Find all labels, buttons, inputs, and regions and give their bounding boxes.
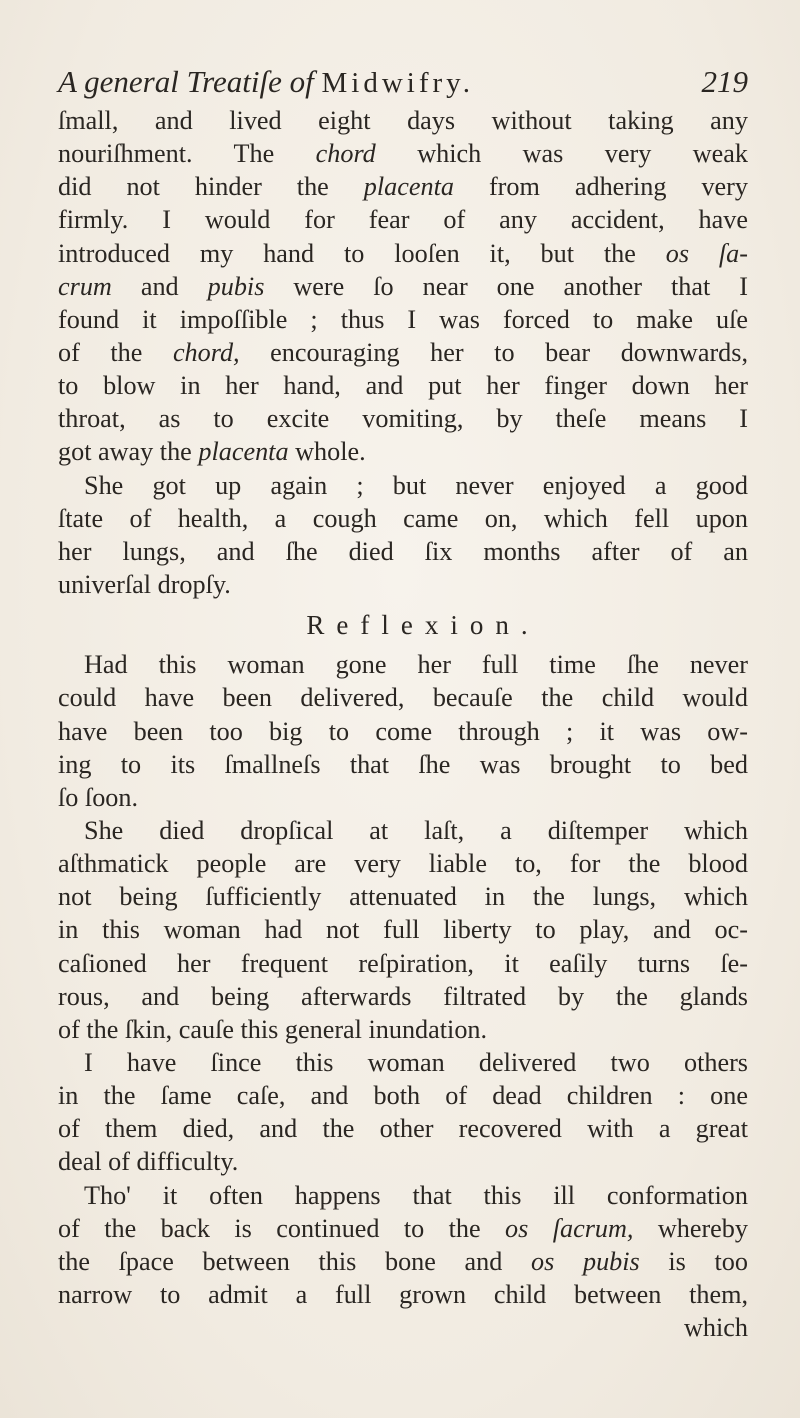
text-segment: narrow to admit a full grown child between them,: [58, 1279, 748, 1309]
text-segment: did not hinder the: [58, 172, 364, 202]
text-segment: which: [684, 1313, 748, 1343]
text-segment: whole.: [288, 437, 366, 467]
text-segment: the ſpace between this bone and: [58, 1246, 532, 1276]
text-segment: of the back is continued to the: [58, 1213, 506, 1243]
italic-term: os pubis: [531, 1246, 640, 1276]
text-line: [58, 715, 748, 748]
text-line: [58, 237, 748, 270]
text-line: [58, 303, 748, 336]
text-segment: aſthmatick people are very liable to, for the blood: [58, 849, 748, 879]
text-segment: Had this woman gone her full time ſhe never: [84, 650, 748, 680]
italic-term: os ſacrum,: [505, 1213, 634, 1243]
text-line: [58, 814, 748, 847]
text-line: [58, 847, 748, 880]
text-line: [58, 435, 748, 468]
text-segment: which was very weak: [375, 139, 748, 169]
text-line: [58, 568, 748, 601]
text-line: [58, 1245, 748, 1278]
text-line: [58, 104, 748, 137]
text-line: [58, 681, 748, 714]
text-line: [58, 137, 748, 170]
text-segment: her lungs, and ſhe died ſix months after of an: [58, 536, 748, 566]
text-segment: nouriſhment. The: [58, 139, 316, 169]
text-segment: throat, as to excite vomiting, by theſe means I: [58, 404, 748, 434]
text-segment: of the: [58, 337, 173, 367]
text-line: [58, 402, 748, 435]
text-line: [58, 947, 748, 980]
running-header: [58, 62, 748, 103]
text-segment: encouraging her to bear downwards,: [239, 337, 748, 367]
italic-term: crum: [58, 271, 112, 301]
running-title: A general Treatiſe of: [58, 64, 322, 99]
section-heading: [58, 609, 748, 642]
text-line: [58, 336, 748, 369]
text-line: [58, 748, 748, 781]
text-line: [58, 1212, 748, 1245]
text-segment: deal of difficulty.: [58, 1147, 239, 1177]
text-segment: ſo ſoon.: [58, 782, 139, 812]
italic-term: placenta: [198, 437, 289, 467]
text-line: [58, 270, 748, 303]
text-line: [58, 1013, 748, 1046]
text-segment: Tho' it often happens that this ill conformation: [84, 1180, 748, 1210]
text-segment: ſtate of health, a cough came on, which fell upon: [58, 503, 748, 533]
text-line: [58, 781, 748, 814]
text-line: [58, 1145, 748, 1178]
text-segment: She got up again ; but never enjoyed a good: [84, 470, 748, 500]
text-segment: She died dropſical at laſt, a diſtemper which: [84, 815, 748, 845]
text-line: [58, 369, 748, 402]
italic-term: chord,: [172, 337, 240, 367]
text-segment: from adhering very: [453, 172, 748, 202]
text-line: [58, 1179, 748, 1212]
text-segment: got away the: [58, 437, 199, 467]
text-segment: in the ſame caſe, and both of dead children : one: [58, 1081, 748, 1111]
text-segment: and: [111, 271, 208, 301]
page-number: 219: [701, 64, 748, 99]
italic-term: pubis: [207, 271, 265, 301]
italic-term: os ſa-: [665, 238, 748, 268]
text-line: [58, 1079, 748, 1112]
text-segment: in this woman had not full liberty to play, and oc-: [58, 915, 748, 945]
text-segment: introduced my hand to looſen it, but the: [58, 238, 666, 268]
text-segment: ing to its ſmallneſs that ſhe was brought to bed: [58, 749, 748, 779]
text-line: [58, 469, 748, 502]
text-segment: of them died, and the other recovered with a great: [58, 1114, 748, 1144]
text-line: [58, 1278, 748, 1311]
running-title-smallcaps: Midwifry.: [321, 67, 475, 99]
text-line: [58, 170, 748, 203]
text-segment: whereby: [633, 1213, 748, 1243]
text-segment: could have been delivered, becauſe the child would: [58, 683, 748, 713]
body-text: [58, 104, 748, 1344]
text-line: [58, 502, 748, 535]
text-segment: of the ſkin, cauſe this general inundation.: [58, 1014, 488, 1044]
text-line: [58, 913, 748, 946]
text-segment: to blow in her hand, and put her finger down her: [58, 371, 748, 401]
text-segment: firmly. I would for fear of any accident, have: [58, 205, 748, 235]
text-segment: univerſal dropſy.: [58, 569, 231, 599]
text-line: [58, 1046, 748, 1079]
text-segment: I have ſince this woman delivered two others: [84, 1047, 748, 1077]
text-segment: not being ſufficiently attenuated in the lungs, which: [58, 882, 748, 912]
text-segment: ſmall, and lived eight days without taking any: [58, 106, 748, 135]
text-line: [58, 203, 748, 236]
text-segment: found it impoſſible ; thus I was forced to make uſe: [58, 304, 748, 334]
text-segment: rous, and being afterwards filtrated by the glands: [58, 981, 748, 1011]
text-line: [58, 880, 748, 913]
italic-term: placenta: [363, 172, 454, 202]
text-segment: Reflexion.: [306, 610, 540, 641]
text-segment: caſioned her frequent reſpiration, it eaſily turns ſe-: [58, 948, 748, 978]
italic-term: chord: [315, 139, 376, 169]
text-line: [58, 980, 748, 1013]
text-line: [58, 1112, 748, 1145]
text-segment: is too: [639, 1246, 748, 1276]
text-line: [58, 535, 748, 568]
text-segment: were ſo near one another that I: [264, 271, 748, 301]
text-line: [58, 1311, 748, 1344]
text-segment: have been too big to come through ; it was ow-: [58, 716, 748, 746]
text-line: [58, 648, 748, 681]
